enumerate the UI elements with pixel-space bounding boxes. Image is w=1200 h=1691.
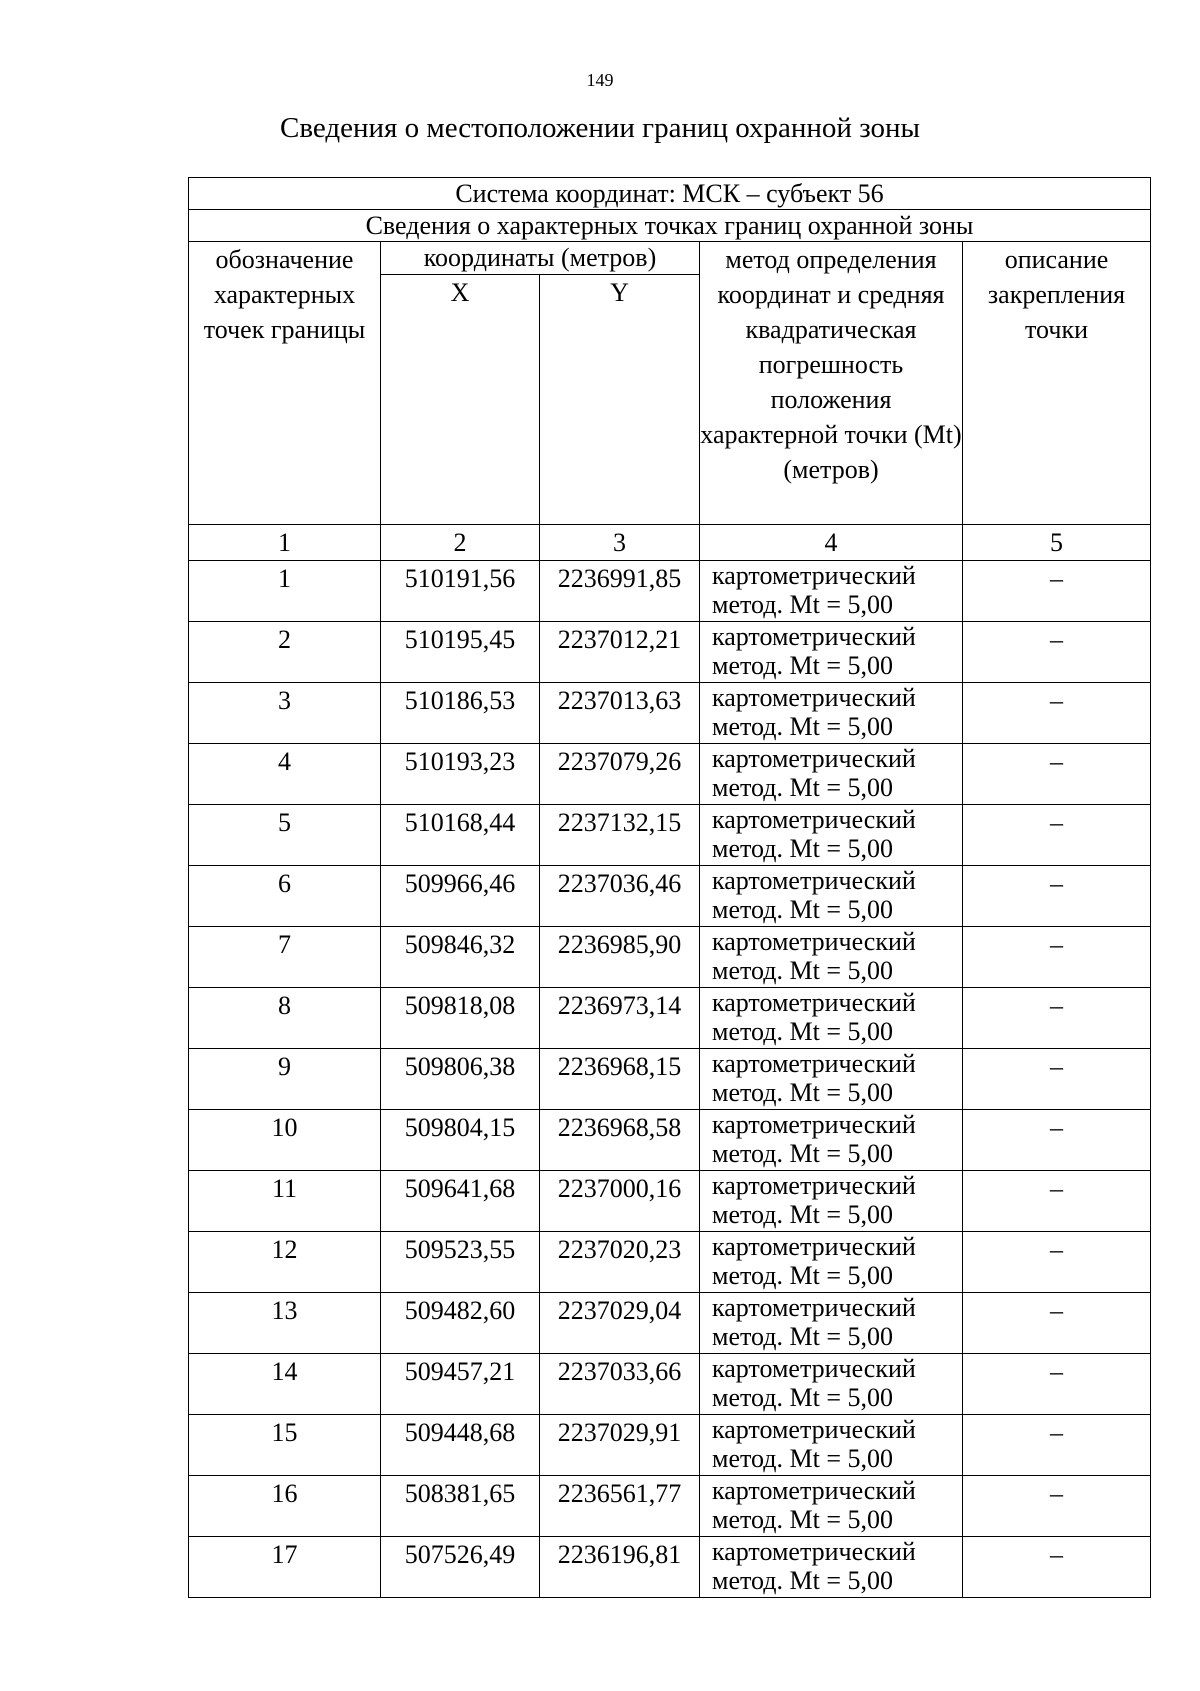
table-row xyxy=(189,1049,1151,1110)
method-line-1: картометрический xyxy=(712,561,916,590)
method-line-2: метод. Mt = 5,00 xyxy=(712,1322,893,1351)
column-number-row xyxy=(189,525,1151,561)
y-coordinate-cell: 2236968,15 xyxy=(540,1049,700,1110)
x-coordinate-cell: 509966,46 xyxy=(381,866,540,927)
method-line-2: метод. Mt = 5,00 xyxy=(712,956,893,985)
column-header-row xyxy=(189,242,1151,275)
method-line-2: метод. Mt = 5,00 xyxy=(712,1261,893,1290)
table-row xyxy=(189,1537,1151,1598)
method-line-1: картометрический xyxy=(712,744,916,773)
point-number-cell: 13 xyxy=(189,1293,381,1354)
point-number-cell: 9 xyxy=(189,1049,381,1110)
x-coordinate-cell: 509482,60 xyxy=(381,1293,540,1354)
y-coordinate-cell: 2237036,46 xyxy=(540,866,700,927)
table-row xyxy=(189,805,1151,866)
description-cell: – xyxy=(963,1293,1151,1354)
method-line-1: картометрический xyxy=(712,683,916,712)
method-line-2: метод. Mt = 5,00 xyxy=(712,1566,893,1595)
method-cell xyxy=(700,1049,963,1110)
section-title-cell: Сведения о характерных точках границ охранной зоны xyxy=(189,210,1151,242)
description-cell: – xyxy=(963,1415,1151,1476)
method-line-1: картометрический xyxy=(712,1171,916,1200)
page-number: 149 xyxy=(586,70,614,90)
point-number-cell: 17 xyxy=(189,1537,381,1598)
method-line-1: картометрический xyxy=(712,927,916,956)
table-row xyxy=(189,1415,1151,1476)
method-line-2: метод. Mt = 5,00 xyxy=(712,1139,893,1168)
y-coordinate-cell: 2236985,90 xyxy=(540,927,700,988)
boundary-points-table xyxy=(188,177,1151,1598)
table-row xyxy=(189,683,1151,744)
description-cell: – xyxy=(963,683,1151,744)
point-number-cell: 14 xyxy=(189,1354,381,1415)
method-line-1: картометрический xyxy=(712,1293,916,1322)
method-line-1: картометрический xyxy=(712,1354,916,1383)
y-coordinate-cell: 2237000,16 xyxy=(540,1171,700,1232)
method-line-1: картометрический xyxy=(712,1537,916,1566)
table-row xyxy=(189,988,1151,1049)
method-cell xyxy=(700,1171,963,1232)
method-line-2: метод. Mt = 5,00 xyxy=(712,773,893,802)
column-number: 2 xyxy=(381,525,540,561)
method-cell xyxy=(700,1415,963,1476)
description-cell: – xyxy=(963,805,1151,866)
point-number-cell: 3 xyxy=(189,683,381,744)
header-description: описание закрепления точки xyxy=(963,242,1151,525)
table-row xyxy=(189,1354,1151,1415)
method-line-2: метод. Mt = 5,00 xyxy=(712,895,893,924)
method-cell xyxy=(700,1232,963,1293)
point-number-cell: 8 xyxy=(189,988,381,1049)
method-line-1: картометрический xyxy=(712,622,916,651)
method-line-2: метод. Mt = 5,00 xyxy=(712,1505,893,1534)
method-line-1: картометрический xyxy=(712,1232,916,1261)
section-title-row xyxy=(189,210,1151,242)
method-line-1: картометрический xyxy=(712,1415,916,1444)
x-coordinate-cell: 509523,55 xyxy=(381,1232,540,1293)
method-cell xyxy=(700,683,963,744)
method-line-2: метод. Mt = 5,00 xyxy=(712,1078,893,1107)
description-cell: – xyxy=(963,927,1151,988)
x-coordinate-cell: 509804,15 xyxy=(381,1110,540,1171)
y-coordinate-cell: 2237132,15 xyxy=(540,805,700,866)
table-row xyxy=(189,1476,1151,1537)
description-cell: – xyxy=(963,1476,1151,1537)
table-row xyxy=(189,561,1151,622)
point-number-cell: 4 xyxy=(189,744,381,805)
method-line-1: картометрический xyxy=(712,1049,916,1078)
point-number-cell: 6 xyxy=(189,866,381,927)
x-coordinate-cell: 510191,56 xyxy=(381,561,540,622)
column-number: 5 xyxy=(963,525,1151,561)
x-coordinate-cell: 509457,21 xyxy=(381,1354,540,1415)
method-cell xyxy=(700,805,963,866)
x-coordinate-cell: 509448,68 xyxy=(381,1415,540,1476)
method-line-2: метод. Mt = 5,00 xyxy=(712,1444,893,1473)
point-number-cell: 2 xyxy=(189,622,381,683)
y-coordinate-cell: 2236561,77 xyxy=(540,1476,700,1537)
coord-system-row xyxy=(189,178,1151,210)
header-x: X xyxy=(381,275,540,525)
x-coordinate-cell: 508381,65 xyxy=(381,1476,540,1537)
y-coordinate-cell: 2237033,66 xyxy=(540,1354,700,1415)
method-cell xyxy=(700,1354,963,1415)
x-coordinate-cell: 509818,08 xyxy=(381,988,540,1049)
point-number-cell: 11 xyxy=(189,1171,381,1232)
method-cell xyxy=(700,988,963,1049)
method-line-1: картометрический xyxy=(712,805,916,834)
header-method: метод определения координат и средняя квадратическая погрешность положения характерной точки (Mt) (метров) xyxy=(700,242,963,525)
method-line-2: метод. Mt = 5,00 xyxy=(712,1017,893,1046)
y-coordinate-cell: 2236973,14 xyxy=(540,988,700,1049)
table-row xyxy=(189,744,1151,805)
description-cell: – xyxy=(963,988,1151,1049)
description-cell: – xyxy=(963,1537,1151,1598)
method-cell xyxy=(700,1293,963,1354)
point-number-cell: 5 xyxy=(189,805,381,866)
method-cell xyxy=(700,866,963,927)
method-line-2: метод. Mt = 5,00 xyxy=(712,651,893,680)
y-coordinate-cell: 2237079,26 xyxy=(540,744,700,805)
x-coordinate-cell: 509806,38 xyxy=(381,1049,540,1110)
y-coordinate-cell: 2237029,04 xyxy=(540,1293,700,1354)
table-row xyxy=(189,622,1151,683)
method-line-2: метод. Mt = 5,00 xyxy=(712,712,893,741)
description-cell: – xyxy=(963,866,1151,927)
y-coordinate-cell: 2236196,81 xyxy=(540,1537,700,1598)
method-cell xyxy=(700,622,963,683)
point-number-cell: 15 xyxy=(189,1415,381,1476)
point-number-cell: 16 xyxy=(189,1476,381,1537)
x-coordinate-cell: 509641,68 xyxy=(381,1171,540,1232)
method-cell xyxy=(700,561,963,622)
method-cell xyxy=(700,1476,963,1537)
method-line-2: метод. Mt = 5,00 xyxy=(712,834,893,863)
method-cell xyxy=(700,1537,963,1598)
y-coordinate-cell: 2237029,91 xyxy=(540,1415,700,1476)
description-cell: – xyxy=(963,1232,1151,1293)
y-coordinate-cell: 2236991,85 xyxy=(540,561,700,622)
point-number-cell: 10 xyxy=(189,1110,381,1171)
header-coordinates: координаты (метров) xyxy=(381,242,700,275)
method-line-1: картометрический xyxy=(712,1110,916,1139)
method-line-1: картометрический xyxy=(712,988,916,1017)
method-line-2: метод. Mt = 5,00 xyxy=(712,1200,893,1229)
header-y: Y xyxy=(540,275,700,525)
point-number-cell: 7 xyxy=(189,927,381,988)
description-cell: – xyxy=(963,1171,1151,1232)
method-cell xyxy=(700,1110,963,1171)
x-coordinate-cell: 509846,32 xyxy=(381,927,540,988)
method-cell xyxy=(700,927,963,988)
coord-system-cell: Система координат: МСК – субъект 56 xyxy=(189,178,1151,210)
x-coordinate-cell: 510168,44 xyxy=(381,805,540,866)
method-line-2: метод. Mt = 5,00 xyxy=(712,1383,893,1412)
point-number-cell: 1 xyxy=(189,561,381,622)
table-row xyxy=(189,1293,1151,1354)
y-coordinate-cell: 2237012,21 xyxy=(540,622,700,683)
x-coordinate-cell: 507526,49 xyxy=(381,1537,540,1598)
method-line-1: картометрический xyxy=(712,866,916,895)
method-line-2: метод. Mt = 5,00 xyxy=(712,590,893,619)
point-number-cell: 12 xyxy=(189,1232,381,1293)
description-cell: – xyxy=(963,1049,1151,1110)
method-line-1: картометрический xyxy=(712,1476,916,1505)
x-coordinate-cell: 510193,23 xyxy=(381,744,540,805)
description-cell: – xyxy=(963,561,1151,622)
page-title: Сведения о местоположении границ охранной зоны xyxy=(279,112,920,144)
table-row xyxy=(189,866,1151,927)
description-cell: – xyxy=(963,1354,1151,1415)
header-point-designation: обозначение характерных точек границы xyxy=(189,242,381,525)
table-row xyxy=(189,1171,1151,1232)
column-number: 4 xyxy=(700,525,963,561)
column-number: 3 xyxy=(540,525,700,561)
description-cell: – xyxy=(963,744,1151,805)
y-coordinate-cell: 2236968,58 xyxy=(540,1110,700,1171)
table-row xyxy=(189,927,1151,988)
x-coordinate-cell: 510195,45 xyxy=(381,622,540,683)
y-coordinate-cell: 2237020,23 xyxy=(540,1232,700,1293)
x-coordinate-cell: 510186,53 xyxy=(381,683,540,744)
description-cell: – xyxy=(963,1110,1151,1171)
column-number: 1 xyxy=(189,525,381,561)
method-cell xyxy=(700,744,963,805)
table-row xyxy=(189,1232,1151,1293)
description-cell: – xyxy=(963,622,1151,683)
y-coordinate-cell: 2237013,63 xyxy=(540,683,700,744)
table-row xyxy=(189,1110,1151,1171)
